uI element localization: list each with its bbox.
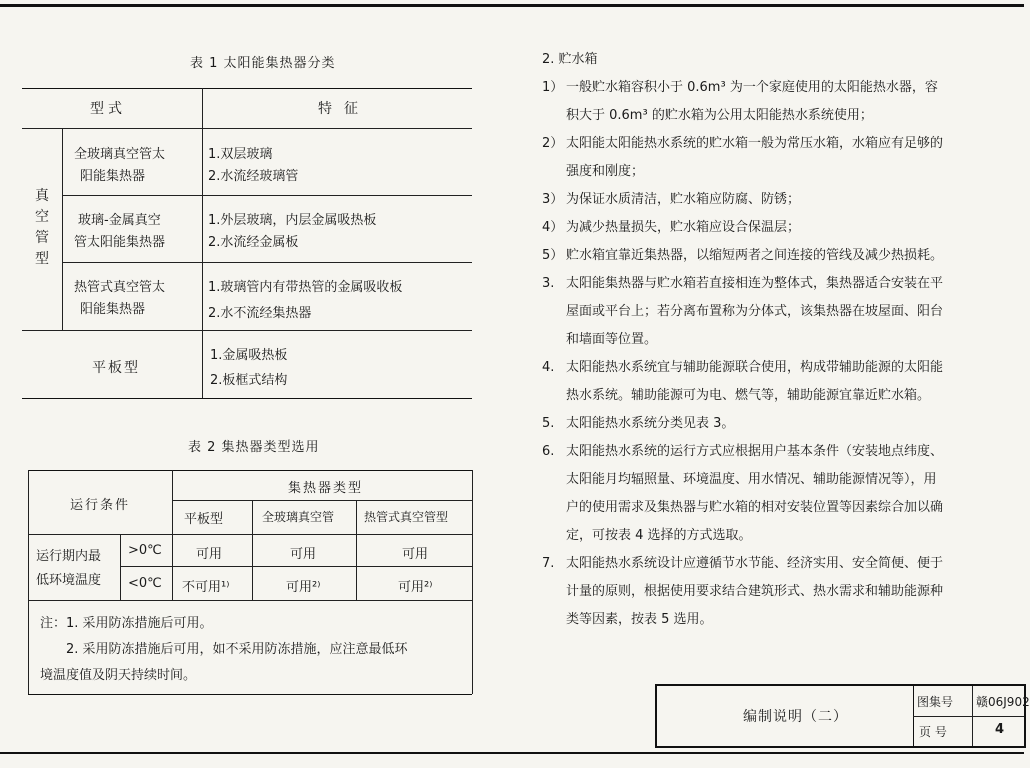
table2-r1-flat: 可用 [196,547,223,562]
page-number-label: 页 号 [919,725,947,739]
table2-r2-condition: <0℃ [128,576,162,591]
table1-row1-name-line2: 阳能集热器 [80,169,146,184]
table2-row-label-line2: 低环境温度 [36,573,102,588]
table2-header-condition: 运行条件 [70,498,131,513]
table1-row3-name-line1: 热管式真空管太 [74,280,166,295]
table2-r1-heatpipe: 可用 [402,547,429,562]
table1-header-form: 型式 [90,101,126,117]
table1-row1-feature1: 1.双层玻璃 [208,147,273,162]
table1-caption: 表 1 太阳能集热器分类 [190,56,336,71]
table1-header-feature: 特征 [318,101,370,117]
section2-title: 2. 贮水箱 [542,52,598,67]
table2-r2-heatpipe: 可用²⁾ [398,580,433,595]
page-number: 4 [995,722,1005,737]
table1-row2-name-line1: 玻璃-金属真空 [78,213,161,228]
item-2-4: 为减少热量损失，贮水箱应设合保温层； [566,220,801,235]
table1-row3-feature1: 1.玻璃管内有带热管的金属吸收板 [208,280,403,295]
item-2-3: 为保证水质清洁，贮水箱应防腐、防锈； [566,192,801,207]
table2-col-flat: 平板型 [184,512,224,527]
table1-flat-feature1: 1.金属吸热板 [210,348,288,363]
table1-row1-feature2: 2.水流经玻璃管 [208,169,299,184]
table1-flat-feature2: 2.板框式结构 [210,373,288,388]
table2-note2-line2: 境温度值及阴天持续时间。 [40,668,197,683]
top-border [0,4,1024,7]
item-6: 太阳能热水系统的运行方式应根据用户基本条件（安装地点纬度、 太阳能月均辐照量、环境温度、用水情况、辅助能源情况等），用 户的使用需求及集热器与贮水箱的相对安装位置等因素综合加以确 定，可按表 4 选择的方式选取。 [566,444,944,543]
table2-col-heatpipe: 热管式真空管型 [364,510,449,524]
table2-row-label-line1: 运行期内最 [36,549,102,564]
table2-caption: 表 2 集热器类型选用 [188,440,320,455]
table1-row1-name-line1: 全玻璃真空管太 [74,147,166,162]
item-2-2: 太阳能太阳能热水系统的贮水箱一般为常压水箱，水箱应有足够的 强度和刚度； [566,136,944,179]
table2-r2-glass: 可用²⁾ [286,580,321,595]
table1-row2-name-line2: 管太阳能集热器 [74,235,166,250]
table2-r1-condition: >0℃ [128,543,162,558]
table2-r2-flat: 不可用¹⁾ [182,580,230,595]
table1-vacuum-group-label: 真 空 管 型 [35,188,49,267]
table1-row3-name-line2: 阳能集热器 [80,302,146,317]
table2-note2-line1: 2. 采用防冻措施后可用，如不采用防冻措施，应注意最低环 [66,642,408,657]
table2-note1: 注：1. 采用防冻措施后可用。 [40,616,213,631]
table1-row2-feature2: 2.水流经金属板 [208,235,299,250]
table1-flat-name: 平板型 [92,360,140,376]
item-3: 太阳能集热器与贮水箱若直接相连为整体式，集热器适合安装在平 屋面或平台上；若分离布置称为分体式，该集热器在坡屋面、阳台 和墙面等位置。 [566,276,944,347]
item-7: 太阳能热水系统设计应遵循节水节能、经济实用、安全简便、便于 计量的原则，根据使用要求结合建筑形式、热水需求和辅助能源种 类等因素，按表 5 选用。 [566,556,944,627]
table2-col-glass: 全玻璃真空管 [262,510,335,524]
item-2-1: 一般贮水箱容积小于 0.6m³ 为一个家庭使用的太阳能热水器，容 积大于 0.6m³ 的贮水箱为公用太阳能热水系统使用； [566,80,938,123]
item-5: 太阳能热水系统分类见表 3。 [566,416,735,431]
title-block [655,684,1030,748]
explanation-text: 2. 贮水箱 1） 一般贮水箱容积小于 0.6m³ 为一个家庭使用的太阳能热水器，容 积大于 0.6m³ 的贮水箱为公用太阳能热水系统使用； 2） 太阳能太阳能热水系统的贮水箱一般为常压水箱，水箱应有足够的 强度和刚度； 3） 为保证水质清洁，贮水箱应防腐、防锈； 4） 为减少热量损失，贮水箱应设合保温层； 5） 贮水箱宜靠近集热器，以缩短两者之间连接的管线及减少热损耗。 3. 太阳能集热器与贮水箱若直接相连为整体式，集热器适合安装在平 屋面或平台上；若分离布置称为分体式，该集热器在坡屋面、阳台 和墙面等位置。 4. 太阳能热水系统宜与辅助能源联合使用，构成带辅助能源的太阳能 热水系统。辅助能源可为电、燃气等，辅助能源宜靠近贮水箱。 5. 太阳能热水系统分类见表 3。 6. 太阳能热水系统的运行方式应根据用户基本条件（安装地点纬度、 太阳能月均辐照量、环境温度、用水情况、辅助能源情况等），用 户的使用需求及集热器与贮水箱的相对安装位置等因素综合加以确 定，可按表 4 选择的方式选取。 7. 太阳能热水系统设计应遵循节水节能、经济实用、安全简便、便于 计量的原则，根据使用要求结合建筑形式、热水需求和辅助能源种 类等因素，按表 5 选用。 [542,46,1020,634]
table2-header-type: 集热器类型 [288,481,364,496]
table2-r1-glass: 可用 [290,547,317,562]
title-block-title: 编制说明（二） [743,709,848,725]
atlas-number: 赣06J902 [976,695,1030,709]
table1-row3-feature2: 2.水不流经集热器 [208,306,312,321]
table1-row2-feature1: 1.外层玻璃，内层金属吸热板 [208,213,377,228]
item-2-5: 贮水箱宜靠近集热器，以缩短两者之间连接的管线及减少热损耗。 [566,248,944,263]
item-4: 太阳能热水系统宜与辅助能源联合使用，构成带辅助能源的太阳能 热水系统。辅助能源可为电、燃气等，辅助能源宜靠近贮水箱。 [566,360,944,403]
bottom-border [0,752,1024,754]
atlas-number-label: 图集号 [917,695,954,709]
